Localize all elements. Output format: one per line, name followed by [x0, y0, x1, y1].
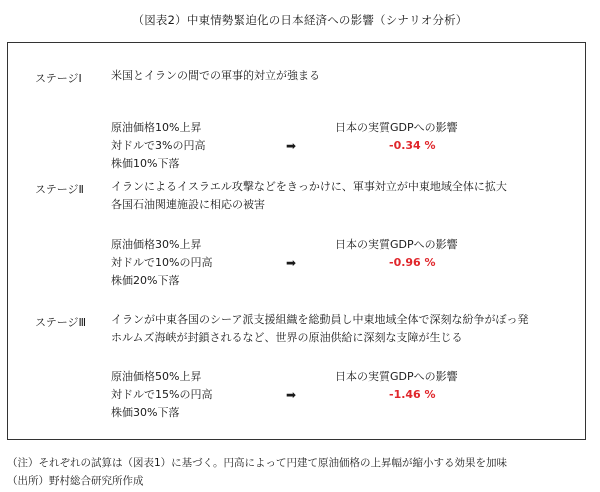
stage-2-description — [111, 178, 507, 214]
stage-3-conditions — [111, 368, 212, 422]
stage-2-cond-yen: 対ドルで10%の円高 — [111, 256, 213, 269]
stage-1-cond-yen: 対ドルで3%の円高 — [111, 139, 206, 152]
stage-1-description — [111, 67, 320, 85]
stage-2-conditions — [111, 236, 212, 290]
scenario-box — [7, 42, 586, 440]
stage-1-conditions — [111, 119, 205, 173]
figure-title: （図表2）中東情勢緊迫化の日本経済への影響（シナリオ分析） — [132, 13, 468, 27]
stage-2-impact-value: -0.96 % — [389, 256, 436, 269]
stage-3-cond-stock: 株価30%下落 — [111, 406, 180, 419]
stage-1-impact-label: 日本の実質GDPへの影響 — [335, 121, 458, 134]
stage-2-cond-stock: 株価20%下落 — [111, 274, 180, 287]
stage-1-label: ステージⅠ — [35, 72, 82, 85]
stage-2-desc-line-1: イランによるイスラエル攻撃などをきっかけに、軍事対立が中東地域全体に拡大 — [111, 180, 507, 193]
stage-3-desc-line-2: ホルムズ海峡が封鎖されるなど、世界の原油供給に深刻な支障が生じる — [111, 331, 463, 344]
stage-3-label: ステージⅢ — [35, 316, 87, 329]
stage-1-desc-line: 米国とイランの間での軍事的対立が強まる — [111, 69, 320, 82]
stage-3-impact-label: 日本の実質GDPへの影響 — [335, 370, 458, 383]
stage-1-cond-oil: 原油価格10%上昇 — [111, 121, 202, 134]
stage-1-impact-value: -0.34 % — [389, 139, 436, 152]
stage-3-cond-oil: 原油価格50%上昇 — [111, 370, 202, 383]
stage-3-desc-line-1: イランが中東各国のシーア派支援組織を総動員し中東地域全体で深刻な紛争がぼっ発 — [111, 313, 529, 326]
stage-3-arrow-icon: ➡ — [286, 388, 297, 402]
stage-2-impact-label: 日本の実質GDPへの影響 — [335, 238, 458, 251]
stage-1-arrow-icon: ➡ — [286, 139, 297, 153]
stage-3-description — [111, 311, 528, 347]
stage-2-arrow-icon: ➡ — [286, 256, 297, 270]
stage-1-cond-stock: 株価10%下落 — [111, 157, 180, 170]
note-source: （出所）野村総合研究所作成 — [7, 475, 144, 487]
stage-3-cond-yen: 対ドルで15%の円高 — [111, 388, 213, 401]
stage-3-impact-value: -1.46 % — [389, 388, 436, 401]
stage-2-label: ステージⅡ — [35, 183, 84, 196]
note-remark: （注）それぞれの試算は（図表1）に基づく。円高によって円建て原油価格の上昇幅が縮小する効果を加味 — [7, 457, 507, 469]
stage-2-cond-oil: 原油価格30%上昇 — [111, 238, 202, 251]
notes — [7, 454, 507, 490]
stage-2-desc-line-2: 各国石油関連施設に相応の被害 — [111, 198, 265, 211]
